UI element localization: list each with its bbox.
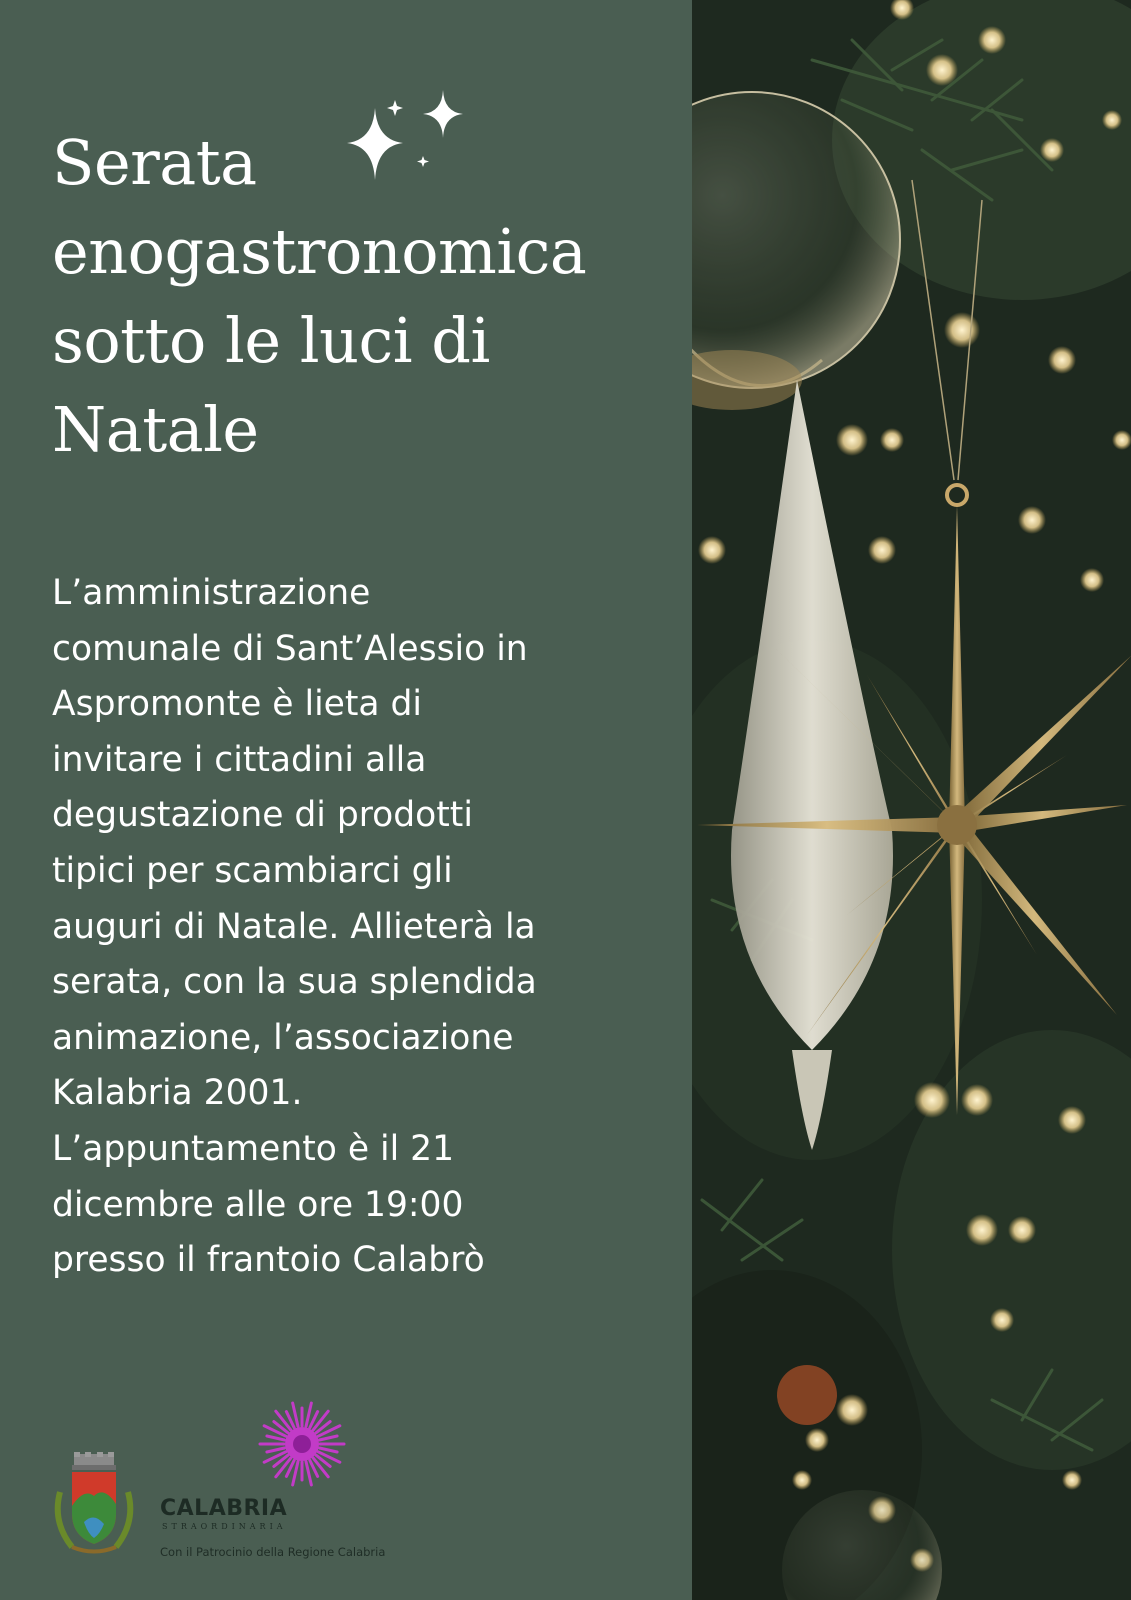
- body-line: L’amministrazione: [52, 573, 371, 613]
- municipal-crest-icon: [50, 1452, 138, 1558]
- flower-petal: [320, 1448, 338, 1452]
- title-line-4: Natale: [52, 393, 259, 466]
- flower-petal: [267, 1436, 285, 1440]
- body-line: presso il frantoio Calabrò: [52, 1240, 485, 1281]
- brand-name: CALABRIA: [160, 1496, 288, 1521]
- christmas-tree-illustration: [692, 0, 1131, 1600]
- body-line: Aspromonte è lieta di: [52, 684, 423, 725]
- body-line: degustazione di prodotti: [52, 795, 473, 836]
- body-line: Kalabria 2001.: [52, 1073, 303, 1114]
- flower-petal: [320, 1436, 338, 1440]
- flower-petal: [267, 1448, 285, 1452]
- invitation-text: [52, 566, 682, 1289]
- calabria-flower-icon: [256, 1398, 348, 1490]
- body-line: invitare i cittadini alla: [52, 739, 427, 780]
- body-line: auguri di Natale. Allieterà la: [52, 906, 536, 947]
- title-line-2: enogastronomica: [52, 215, 587, 288]
- body-line: serata, con la sua splendida: [52, 962, 537, 1003]
- sparkles-icon: [345, 88, 475, 188]
- brand-subtitle: STRAORDINARIA: [162, 1522, 287, 1531]
- body-line: dicembre alle ore 19:00: [52, 1184, 464, 1225]
- christmas-tree-photo: [692, 0, 1131, 1600]
- body-line: tipici per scambiarci gli: [52, 850, 453, 891]
- patronage-text: Con il Patrocinio della Regione Calabria: [160, 1545, 386, 1559]
- body-line: animazione, l’associazione: [52, 1017, 514, 1058]
- body-line: comunale di Sant’Alessio in: [52, 628, 528, 669]
- body-line: L’appuntamento è il 21: [52, 1128, 455, 1169]
- title-line-1: Serata: [52, 126, 257, 199]
- title-line-3: sotto le luci di: [52, 304, 490, 377]
- calabria-straordinaria-logo: [160, 1398, 440, 1558]
